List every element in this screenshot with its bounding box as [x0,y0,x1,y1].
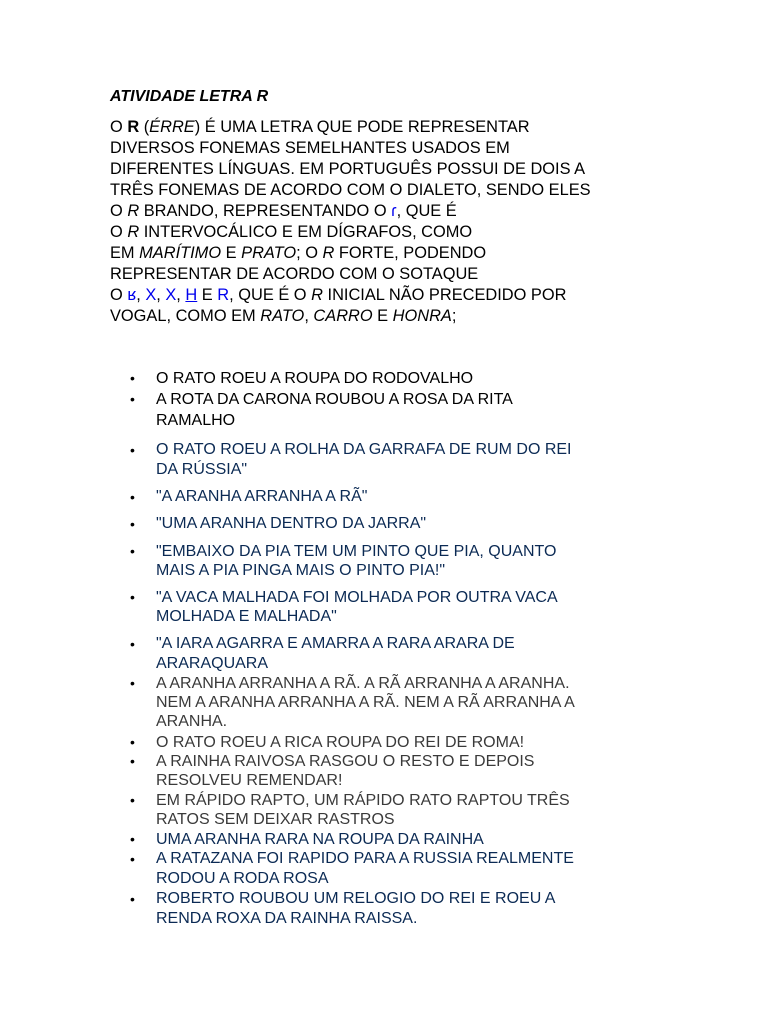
list-item-line: O RATO ROEU A ROUPA DO RODOVALHO [156,370,474,387]
bullet-icon: • [130,589,135,605]
list-item-line: MOLHADA E MALHADA" [156,608,337,625]
intro-text: FORTE, PODENDO [334,244,487,262]
list-item [110,830,696,849]
intro-text: , [176,286,186,304]
list-item-line: "UMA ARANHA DENTRO DA JARRA" [156,515,427,532]
phoneme-link-uvular-fricative[interactable]: ʁ [127,286,137,304]
intro-italic-prato: PRATO [241,244,297,262]
list-item-line: ARANHA. [156,713,228,730]
page-title: ATIVIDADE LETRA R [110,88,269,105]
list-item-line: "EMBAIXO DA PIA TEM UM PINTO QUE PIA, QUANTO [156,543,557,560]
intro-italic-r: R [127,223,140,241]
intro-text: E [372,307,393,325]
list-item-line: RESOLVEU REMENDAR! [156,772,343,789]
intro-bold-r: R [127,118,140,136]
list-item-line: UMA ARANHA RARA NA ROUPA DA RAINHA [156,831,484,848]
list-item-line: ROBERTO ROUBOU UM RELOGIO DO REI E ROEU A [156,890,556,907]
intro-line [110,201,670,222]
intro-line [110,285,670,306]
bullet-icon: • [130,442,135,458]
bullet-icon: • [130,543,135,559]
bullet-icon: • [130,734,135,750]
phoneme-link-x[interactable]: X [145,286,157,304]
intro-line: DIVERSOS FONEMAS SEMELHANTES USADOS EM [110,139,510,157]
intro-italic-honra: HONRA [392,307,452,325]
list-item-line: "A IARA AGARRA E AMARRA A RARA ARARA DE [156,635,515,652]
list-item-line: A ARANHA ARRANHA A RÃ. A RÃ ARRANHA A ARANHA. [156,675,570,692]
intro-line: TRÊS FONEMAS DE ACORDO COM O DIALETO, SENDO ELES [110,181,591,199]
bullet-icon: • [130,753,135,769]
intro-text: O [110,286,128,304]
list-item [110,389,696,431]
bullet-icon: • [130,675,135,691]
intro-text: ) É UMA LETRA QUE PODE REPRESENTAR [194,118,530,136]
list-item [110,752,696,790]
intro-line [110,117,670,138]
list-item [110,889,696,929]
list-item-line: A ROTA DA CARONA ROUBOU A ROSA DA RITA [156,391,513,408]
list-item-line: O RATO ROEU A RICA ROUPA DO REI DE ROMA! [156,734,525,751]
list-item-line: RATOS SEM DEIXAR RASTROS [156,811,395,828]
intro-italic-erre: ÉRRE [149,118,195,136]
intro-text: INICIAL NÃO PRECEDIDO POR [322,286,567,304]
intro-text: EM [110,244,140,262]
intro-italic-maritimo: MARÍTIMO [139,244,222,262]
intro-italic-r: R [127,202,140,220]
intro-text: , [136,286,146,304]
list-item-line: ARARAQUARA [156,655,269,672]
intro-text: E [197,286,218,304]
intro-line [110,243,670,264]
intro-line [110,306,670,327]
list-item [110,849,696,889]
intro-text: ; [451,307,457,325]
list-item-line: MAIS A PIA PINGA MAIS O PINTO PIA!" [156,562,446,579]
intro-text: E [221,244,242,262]
list-item [110,733,696,752]
list-item-line: DA RÚSSIA" [156,461,248,478]
list-item [110,588,696,626]
phoneme-link-h[interactable]: H [185,286,198,304]
intro-text: , [156,286,166,304]
list-item [110,487,696,507]
intro-line: REPRESENTAR DE ACORDO COM O SOTAQUE [110,265,479,283]
list-item-line: EM RÁPIDO RAPTO, UM RÁPIDO RATO RAPTOU TRÊS [156,792,570,809]
list-item [110,791,696,829]
intro-italic-r: R [322,244,335,262]
intro-text: O [110,118,128,136]
list-item-line: O RATO ROEU A ROLHA DA GARRAFA DE RUM DO REI [156,441,572,458]
list-item-line: A RATAZANA FOI RAPIDO PARA A RUSSIA REALMENTE [156,850,574,867]
bullet-icon: • [130,792,135,808]
intro-text: BRANDO, REPRESENTANDO O [139,202,392,220]
bullet-icon: • [130,891,135,907]
intro-italic-r: R [311,286,323,304]
intro-paragraph [110,117,670,327]
intro-text: O [110,202,128,220]
list-item-line: RAMALHO [156,412,236,429]
phoneme-link-chi[interactable]: Χ [165,286,177,304]
bullet-icon: • [130,489,135,505]
bullet-icon: • [130,636,135,652]
list-item [110,368,696,389]
intro-line [110,222,670,243]
intro-text: ; O [296,244,323,262]
list-item-line: "A ARANHA ARRANHA A RÃ" [156,488,368,505]
phoneme-link-r[interactable]: R [217,286,230,304]
intro-text: , QUE É O [229,286,312,304]
list-item-line: RENDA ROXA DA RAINHA RAISSA. [156,910,418,927]
intro-line: DIFERENTES LÍNGUAS. EM PORTUGUÊS POSSUI DE DOIS A [110,160,586,178]
phoneme-link-tap[interactable]: ɾ [391,202,397,220]
list-item [110,674,696,731]
list-item [110,634,696,674]
list-item-line: "A VACA MALHADA FOI MOLHADA POR OUTRA VACA [156,589,558,606]
intro-text: O [110,223,128,241]
intro-text: INTERVOCÁLICO E EM DÍGRAFOS, COMO [139,223,473,241]
bullet-icon: • [130,831,135,847]
intro-text: , [304,307,314,325]
intro-text: VOGAL, COMO EM [110,307,261,325]
bullet-icon: • [130,370,135,386]
list-item-line: A RAINHA RAIVOSA RASGOU O RESTO E DEPOIS [156,753,535,770]
bullet-icon: • [130,851,135,867]
intro-italic-rato: RATO [260,307,305,325]
bullet-icon: • [130,391,135,407]
intro-text: ( [139,118,150,136]
bullet-icon: • [130,516,135,532]
list-item-line: NEM A ARANHA ARRANHA A RÃ. NEM A RÃ ARRANHA A [156,694,575,711]
list-item [110,542,696,580]
list-item [110,514,696,534]
list-item [110,440,696,480]
intro-text: , QUE É [396,202,457,220]
intro-italic-carro: CARRO [313,307,373,325]
list-item-line: RODOU A RODA ROSA [156,870,329,887]
